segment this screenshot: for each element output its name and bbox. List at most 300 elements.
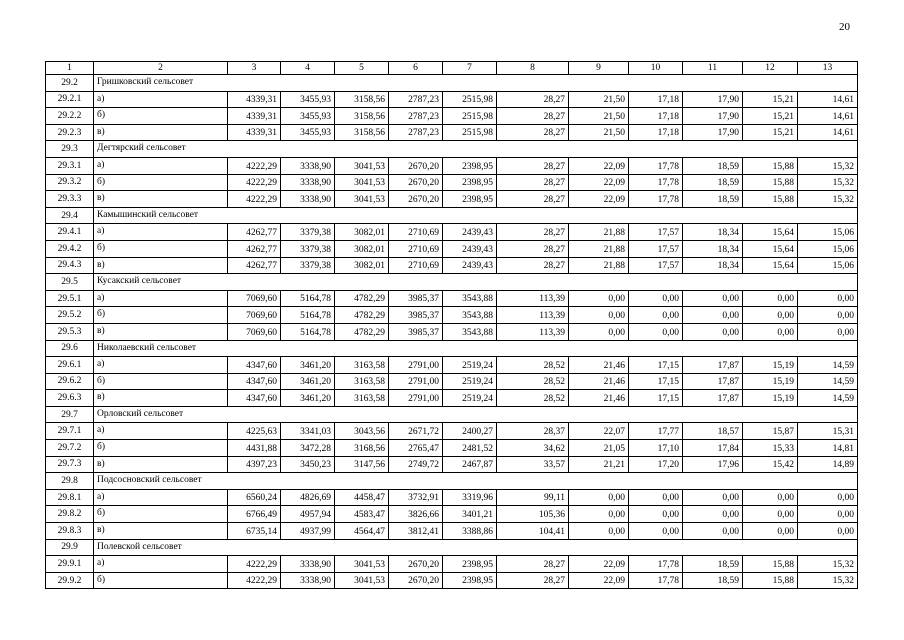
table-row bbox=[46, 224, 858, 241]
row-letter: б) bbox=[94, 307, 228, 324]
table-row bbox=[46, 290, 858, 307]
value-cell: 21,21 bbox=[569, 456, 629, 473]
value-cell: 28,27 bbox=[497, 572, 569, 589]
column-number: 2 bbox=[94, 62, 228, 75]
value-cell: 14,61 bbox=[798, 91, 858, 108]
row-code: 29.3.1 bbox=[46, 157, 94, 174]
value-cell: 17,10 bbox=[629, 440, 683, 457]
value-cell: 22,07 bbox=[569, 423, 629, 440]
value-cell: 6560,24 bbox=[228, 489, 281, 506]
table-row bbox=[46, 456, 858, 473]
value-cell: 2710,69 bbox=[389, 240, 443, 257]
row-code: 29.6.2 bbox=[46, 373, 94, 390]
value-cell: 15,32 bbox=[798, 572, 858, 589]
value-cell: 4826,69 bbox=[281, 489, 335, 506]
value-cell: 2515,98 bbox=[443, 91, 497, 108]
value-cell: 28,27 bbox=[497, 240, 569, 257]
value-cell: 15,87 bbox=[743, 423, 798, 440]
row-code: 29.5.3 bbox=[46, 323, 94, 340]
value-cell: 3041,53 bbox=[335, 572, 389, 589]
value-cell: 3338,90 bbox=[281, 174, 335, 191]
value-cell: 14,59 bbox=[798, 357, 858, 374]
value-cell: 3338,90 bbox=[281, 191, 335, 208]
value-cell: 21,46 bbox=[569, 390, 629, 407]
value-cell: 4339,31 bbox=[228, 108, 281, 125]
value-cell: 15,33 bbox=[743, 440, 798, 457]
value-cell: 15,64 bbox=[743, 257, 798, 274]
value-cell: 28,27 bbox=[497, 556, 569, 573]
value-cell: 28,27 bbox=[497, 224, 569, 241]
value-cell: 28,52 bbox=[497, 357, 569, 374]
value-cell: 0,00 bbox=[629, 307, 683, 324]
row-code: 29.2.1 bbox=[46, 91, 94, 108]
table-row bbox=[46, 489, 858, 506]
value-cell: 4458,47 bbox=[335, 489, 389, 506]
section-code: 29.8 bbox=[46, 473, 94, 490]
row-code: 29.3.3 bbox=[46, 191, 94, 208]
value-cell: 0,00 bbox=[569, 506, 629, 523]
column-number: 8 bbox=[497, 62, 569, 75]
value-cell: 0,00 bbox=[683, 506, 743, 523]
value-cell: 15,88 bbox=[743, 174, 798, 191]
value-cell: 2749,72 bbox=[389, 456, 443, 473]
row-code: 29.4.3 bbox=[46, 257, 94, 274]
value-cell: 3158,56 bbox=[335, 124, 389, 141]
value-cell: 2398,95 bbox=[443, 572, 497, 589]
value-cell: 104,41 bbox=[497, 523, 569, 540]
value-cell: 2710,69 bbox=[389, 257, 443, 274]
value-cell: 0,00 bbox=[569, 489, 629, 506]
row-code: 29.8.3 bbox=[46, 523, 94, 540]
value-cell: 3043,56 bbox=[335, 423, 389, 440]
value-cell: 21,88 bbox=[569, 240, 629, 257]
value-cell: 2519,24 bbox=[443, 357, 497, 374]
value-cell: 3985,37 bbox=[389, 307, 443, 324]
column-number: 10 bbox=[629, 62, 683, 75]
value-cell: 3341,03 bbox=[281, 423, 335, 440]
value-cell: 0,00 bbox=[569, 307, 629, 324]
value-cell: 0,00 bbox=[743, 307, 798, 324]
value-cell: 2439,43 bbox=[443, 224, 497, 241]
value-cell: 3082,01 bbox=[335, 224, 389, 241]
value-cell: 2515,98 bbox=[443, 108, 497, 125]
value-cell: 5164,78 bbox=[281, 290, 335, 307]
value-cell: 15,64 bbox=[743, 240, 798, 257]
value-cell: 22,09 bbox=[569, 191, 629, 208]
value-cell: 3082,01 bbox=[335, 240, 389, 257]
row-letter: б) bbox=[94, 572, 228, 589]
row-letter: а) bbox=[94, 91, 228, 108]
value-cell: 4564,47 bbox=[335, 523, 389, 540]
value-cell: 15,32 bbox=[798, 174, 858, 191]
table-row bbox=[46, 523, 858, 540]
value-cell: 18,59 bbox=[683, 556, 743, 573]
value-cell: 4339,31 bbox=[228, 124, 281, 141]
value-cell: 4347,60 bbox=[228, 373, 281, 390]
value-cell: 2439,43 bbox=[443, 240, 497, 257]
value-cell: 0,00 bbox=[629, 323, 683, 340]
value-cell: 17,15 bbox=[629, 373, 683, 390]
value-cell: 18,57 bbox=[683, 423, 743, 440]
value-cell: 3158,56 bbox=[335, 108, 389, 125]
row-code: 29.7.3 bbox=[46, 456, 94, 473]
value-cell: 6735,14 bbox=[228, 523, 281, 540]
value-cell: 15,19 bbox=[743, 357, 798, 374]
value-cell: 0,00 bbox=[683, 489, 743, 506]
value-cell: 15,21 bbox=[743, 91, 798, 108]
section-title: Кусакский сельсовет bbox=[94, 274, 858, 291]
table-row bbox=[46, 124, 858, 141]
row-letter: в) bbox=[94, 523, 228, 540]
value-cell: 18,59 bbox=[683, 572, 743, 589]
value-cell: 2670,20 bbox=[389, 157, 443, 174]
section-row bbox=[46, 473, 858, 490]
value-cell: 4222,29 bbox=[228, 556, 281, 573]
table-row bbox=[46, 423, 858, 440]
value-cell: 28,27 bbox=[497, 91, 569, 108]
row-letter: б) bbox=[94, 373, 228, 390]
column-number: 9 bbox=[569, 62, 629, 75]
value-cell: 0,00 bbox=[743, 523, 798, 540]
value-cell: 18,34 bbox=[683, 257, 743, 274]
value-cell: 28,37 bbox=[497, 423, 569, 440]
value-cell: 14,89 bbox=[798, 456, 858, 473]
row-letter: б) bbox=[94, 440, 228, 457]
value-cell: 17,90 bbox=[683, 108, 743, 125]
value-cell: 4225,63 bbox=[228, 423, 281, 440]
value-cell: 3455,93 bbox=[281, 91, 335, 108]
value-cell: 21,88 bbox=[569, 257, 629, 274]
section-row bbox=[46, 274, 858, 291]
section-title: Орловский сельсовет bbox=[94, 406, 858, 423]
table-row bbox=[46, 556, 858, 573]
value-cell: 15,21 bbox=[743, 124, 798, 141]
row-code: 29.9.2 bbox=[46, 572, 94, 589]
table-row bbox=[46, 91, 858, 108]
value-cell: 15,64 bbox=[743, 224, 798, 241]
value-cell: 28,52 bbox=[497, 390, 569, 407]
value-cell: 17,87 bbox=[683, 357, 743, 374]
value-cell: 4957,94 bbox=[281, 506, 335, 523]
table-row bbox=[46, 257, 858, 274]
section-row bbox=[46, 406, 858, 423]
value-cell: 15,32 bbox=[798, 556, 858, 573]
section-code: 29.3 bbox=[46, 141, 94, 158]
value-cell: 3543,88 bbox=[443, 323, 497, 340]
value-cell: 0,00 bbox=[683, 307, 743, 324]
section-title: Николаевский сельсовет bbox=[94, 340, 858, 357]
tariff-table bbox=[45, 61, 858, 589]
value-cell: 28,27 bbox=[497, 191, 569, 208]
row-code: 29.2.2 bbox=[46, 108, 94, 125]
value-cell: 15,21 bbox=[743, 108, 798, 125]
row-letter: б) bbox=[94, 506, 228, 523]
column-number: 12 bbox=[743, 62, 798, 75]
value-cell: 17,78 bbox=[629, 572, 683, 589]
value-cell: 3338,90 bbox=[281, 157, 335, 174]
value-cell: 15,31 bbox=[798, 423, 858, 440]
value-cell: 2439,43 bbox=[443, 257, 497, 274]
value-cell: 4782,29 bbox=[335, 323, 389, 340]
column-number: 6 bbox=[389, 62, 443, 75]
value-cell: 0,00 bbox=[798, 506, 858, 523]
section-row bbox=[46, 207, 858, 224]
value-cell: 15,19 bbox=[743, 373, 798, 390]
value-cell: 21,46 bbox=[569, 357, 629, 374]
value-cell: 21,50 bbox=[569, 124, 629, 141]
value-cell: 28,27 bbox=[497, 257, 569, 274]
value-cell: 22,09 bbox=[569, 157, 629, 174]
value-cell: 2515,98 bbox=[443, 124, 497, 141]
value-cell: 3985,37 bbox=[389, 323, 443, 340]
row-letter: в) bbox=[94, 323, 228, 340]
value-cell: 18,34 bbox=[683, 240, 743, 257]
row-code: 29.4.2 bbox=[46, 240, 94, 257]
value-cell: 4347,60 bbox=[228, 357, 281, 374]
value-cell: 3379,38 bbox=[281, 224, 335, 241]
row-code: 29.5.2 bbox=[46, 307, 94, 324]
value-cell: 3455,93 bbox=[281, 108, 335, 125]
section-code: 29.6 bbox=[46, 340, 94, 357]
value-cell: 0,00 bbox=[683, 290, 743, 307]
value-cell: 21,46 bbox=[569, 373, 629, 390]
value-cell: 2398,95 bbox=[443, 174, 497, 191]
value-cell: 17,96 bbox=[683, 456, 743, 473]
value-cell: 4347,60 bbox=[228, 390, 281, 407]
value-cell: 2519,24 bbox=[443, 390, 497, 407]
value-cell: 14,59 bbox=[798, 390, 858, 407]
value-cell: 15,06 bbox=[798, 224, 858, 241]
value-cell: 113,39 bbox=[497, 290, 569, 307]
value-cell: 3812,41 bbox=[389, 523, 443, 540]
value-cell: 113,39 bbox=[497, 307, 569, 324]
row-letter: в) bbox=[94, 191, 228, 208]
column-number: 3 bbox=[228, 62, 281, 75]
value-cell: 2765,47 bbox=[389, 440, 443, 457]
row-code: 29.5.1 bbox=[46, 290, 94, 307]
table-row bbox=[46, 390, 858, 407]
value-cell: 22,09 bbox=[569, 174, 629, 191]
value-cell: 28,27 bbox=[497, 174, 569, 191]
value-cell: 4222,29 bbox=[228, 572, 281, 589]
value-cell: 28,27 bbox=[497, 157, 569, 174]
row-letter: а) bbox=[94, 556, 228, 573]
section-code: 29.7 bbox=[46, 406, 94, 423]
column-number: 5 bbox=[335, 62, 389, 75]
row-code: 29.8.1 bbox=[46, 489, 94, 506]
value-cell: 4782,29 bbox=[335, 307, 389, 324]
value-cell: 7069,60 bbox=[228, 307, 281, 324]
value-cell: 18,59 bbox=[683, 191, 743, 208]
value-cell: 3461,20 bbox=[281, 390, 335, 407]
value-cell: 2481,52 bbox=[443, 440, 497, 457]
value-cell: 15,88 bbox=[743, 556, 798, 573]
value-cell: 3455,93 bbox=[281, 124, 335, 141]
column-number: 4 bbox=[281, 62, 335, 75]
value-cell: 17,18 bbox=[629, 124, 683, 141]
value-cell: 0,00 bbox=[629, 523, 683, 540]
value-cell: 17,78 bbox=[629, 174, 683, 191]
value-cell: 14,61 bbox=[798, 108, 858, 125]
value-cell: 3041,53 bbox=[335, 556, 389, 573]
value-cell: 3472,28 bbox=[281, 440, 335, 457]
value-cell: 0,00 bbox=[569, 323, 629, 340]
value-cell: 5164,78 bbox=[281, 307, 335, 324]
table-row bbox=[46, 307, 858, 324]
table-row bbox=[46, 572, 858, 589]
value-cell: 0,00 bbox=[743, 506, 798, 523]
value-cell: 3543,88 bbox=[443, 307, 497, 324]
value-cell: 28,27 bbox=[497, 108, 569, 125]
section-title: Полевской сельсовет bbox=[94, 539, 858, 556]
value-cell: 4222,29 bbox=[228, 174, 281, 191]
section-code: 29.4 bbox=[46, 207, 94, 224]
value-cell: 2519,24 bbox=[443, 373, 497, 390]
value-cell: 2670,20 bbox=[389, 191, 443, 208]
value-cell: 2710,69 bbox=[389, 224, 443, 241]
section-title: Подсосновский сельсовет bbox=[94, 473, 858, 490]
value-cell: 34,62 bbox=[497, 440, 569, 457]
value-cell: 0,00 bbox=[798, 307, 858, 324]
value-cell: 4222,29 bbox=[228, 157, 281, 174]
value-cell: 0,00 bbox=[743, 290, 798, 307]
value-cell: 0,00 bbox=[629, 506, 683, 523]
value-cell: 4339,31 bbox=[228, 91, 281, 108]
value-cell: 3319,96 bbox=[443, 489, 497, 506]
value-cell: 2467,87 bbox=[443, 456, 497, 473]
row-letter: в) bbox=[94, 456, 228, 473]
value-cell: 3158,56 bbox=[335, 91, 389, 108]
value-cell: 3388,86 bbox=[443, 523, 497, 540]
row-code: 29.2.3 bbox=[46, 124, 94, 141]
value-cell: 2791,00 bbox=[389, 357, 443, 374]
value-cell: 2791,00 bbox=[389, 390, 443, 407]
value-cell: 5164,78 bbox=[281, 323, 335, 340]
value-cell: 0,00 bbox=[569, 290, 629, 307]
section-title: Гришковский сельсовет bbox=[94, 75, 858, 92]
row-letter: а) bbox=[94, 290, 228, 307]
value-cell: 15,88 bbox=[743, 572, 798, 589]
value-cell: 21,50 bbox=[569, 108, 629, 125]
row-code: 29.3.2 bbox=[46, 174, 94, 191]
value-cell: 17,57 bbox=[629, 257, 683, 274]
value-cell: 4583,47 bbox=[335, 506, 389, 523]
value-cell: 2670,20 bbox=[389, 174, 443, 191]
table-row bbox=[46, 373, 858, 390]
row-letter: б) bbox=[94, 108, 228, 125]
column-number: 7 bbox=[443, 62, 497, 75]
value-cell: 0,00 bbox=[629, 489, 683, 506]
value-cell: 21,05 bbox=[569, 440, 629, 457]
section-row bbox=[46, 539, 858, 556]
value-cell: 28,27 bbox=[497, 124, 569, 141]
value-cell: 0,00 bbox=[683, 323, 743, 340]
section-row bbox=[46, 340, 858, 357]
value-cell: 4262,77 bbox=[228, 257, 281, 274]
value-cell: 4262,77 bbox=[228, 240, 281, 257]
value-cell: 15,06 bbox=[798, 257, 858, 274]
value-cell: 3732,91 bbox=[389, 489, 443, 506]
value-cell: 2791,00 bbox=[389, 373, 443, 390]
value-cell: 17,78 bbox=[629, 157, 683, 174]
value-cell: 2787,23 bbox=[389, 124, 443, 141]
value-cell: 21,50 bbox=[569, 91, 629, 108]
table-body bbox=[46, 62, 858, 589]
value-cell: 2398,95 bbox=[443, 556, 497, 573]
value-cell: 15,19 bbox=[743, 390, 798, 407]
row-code: 29.6.1 bbox=[46, 357, 94, 374]
value-cell: 4222,29 bbox=[228, 191, 281, 208]
section-code: 29.9 bbox=[46, 539, 94, 556]
row-letter: в) bbox=[94, 390, 228, 407]
value-cell: 3826,66 bbox=[389, 506, 443, 523]
value-cell: 3379,38 bbox=[281, 240, 335, 257]
row-letter: в) bbox=[94, 124, 228, 141]
value-cell: 7069,60 bbox=[228, 290, 281, 307]
value-cell: 3082,01 bbox=[335, 257, 389, 274]
value-cell: 17,78 bbox=[629, 191, 683, 208]
value-cell: 3379,38 bbox=[281, 257, 335, 274]
table-row bbox=[46, 323, 858, 340]
section-code: 29.2 bbox=[46, 75, 94, 92]
value-cell: 17,84 bbox=[683, 440, 743, 457]
value-cell: 99,11 bbox=[497, 489, 569, 506]
value-cell: 17,87 bbox=[683, 373, 743, 390]
row-letter: а) bbox=[94, 489, 228, 506]
value-cell: 0,00 bbox=[798, 523, 858, 540]
value-cell: 7069,60 bbox=[228, 323, 281, 340]
value-cell: 4782,29 bbox=[335, 290, 389, 307]
value-cell: 0,00 bbox=[798, 489, 858, 506]
value-cell: 17,15 bbox=[629, 390, 683, 407]
value-cell: 17,77 bbox=[629, 423, 683, 440]
value-cell: 18,34 bbox=[683, 224, 743, 241]
value-cell: 33,57 bbox=[497, 456, 569, 473]
value-cell: 3461,20 bbox=[281, 357, 335, 374]
section-title: Дегтярский сельсовет bbox=[94, 141, 858, 158]
value-cell: 105,36 bbox=[497, 506, 569, 523]
row-code: 29.7.1 bbox=[46, 423, 94, 440]
value-cell: 18,59 bbox=[683, 157, 743, 174]
row-letter: а) bbox=[94, 224, 228, 241]
value-cell: 17,57 bbox=[629, 224, 683, 241]
value-cell: 17,15 bbox=[629, 357, 683, 374]
value-cell: 17,87 bbox=[683, 390, 743, 407]
value-cell: 14,59 bbox=[798, 373, 858, 390]
value-cell: 3450,23 bbox=[281, 456, 335, 473]
row-letter: а) bbox=[94, 357, 228, 374]
value-cell: 2671,72 bbox=[389, 423, 443, 440]
value-cell: 2787,23 bbox=[389, 108, 443, 125]
value-cell: 2670,20 bbox=[389, 556, 443, 573]
value-cell: 0,00 bbox=[569, 523, 629, 540]
table-row bbox=[46, 108, 858, 125]
value-cell: 28,52 bbox=[497, 373, 569, 390]
row-code: 29.7.2 bbox=[46, 440, 94, 457]
row-letter: б) bbox=[94, 240, 228, 257]
value-cell: 0,00 bbox=[798, 323, 858, 340]
value-cell: 17,78 bbox=[629, 556, 683, 573]
value-cell: 18,59 bbox=[683, 174, 743, 191]
value-cell: 3543,88 bbox=[443, 290, 497, 307]
column-number: 13 bbox=[798, 62, 858, 75]
value-cell: 3041,53 bbox=[335, 191, 389, 208]
value-cell: 3461,20 bbox=[281, 373, 335, 390]
value-cell: 0,00 bbox=[743, 489, 798, 506]
value-cell: 17,18 bbox=[629, 108, 683, 125]
section-row bbox=[46, 75, 858, 92]
value-cell: 113,39 bbox=[497, 323, 569, 340]
